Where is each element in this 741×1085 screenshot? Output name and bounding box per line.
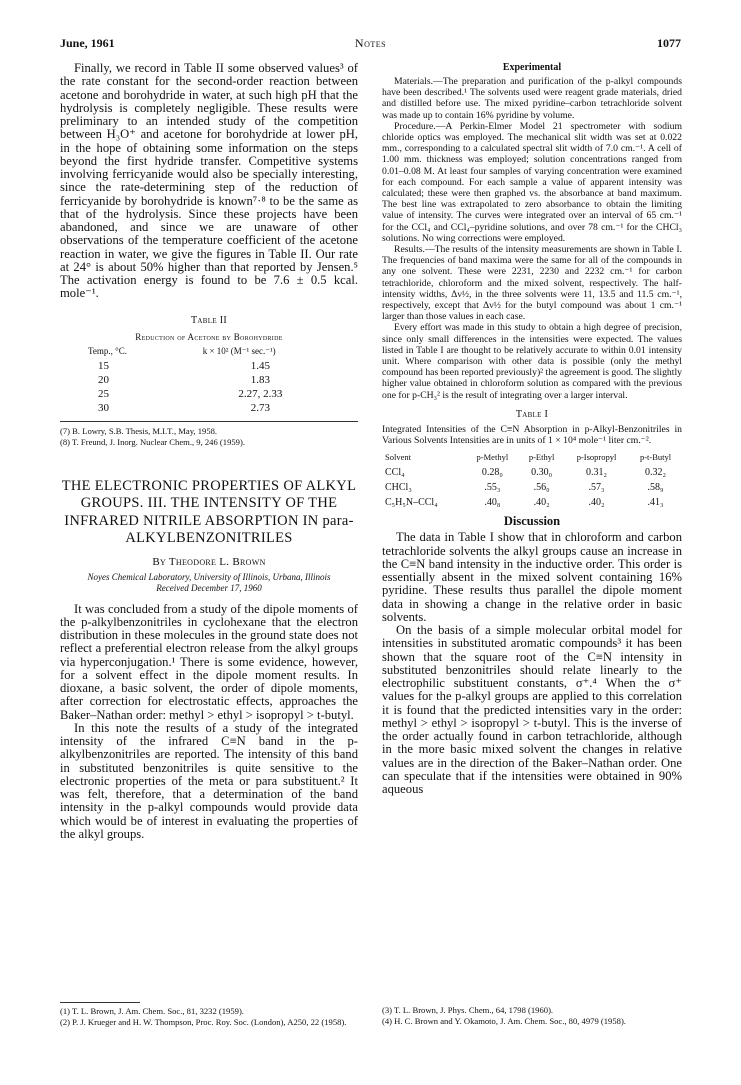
table1-header-tbutyl: p-t-Butyl [639,452,672,463]
article-title: THE ELECTRONIC PROPERTIES OF ALKYL GROUPS. III. THE INTENSITY OF THE INFRARED NITRILE ABSORPTION IN para-ALKYLBENZONITRILES [61,477,357,546]
table2 [84,346,314,415]
footnote-8: (8) T. Freund, J. Inorg. Nuclear Chem., 9, 246 (1959). [60,436,245,447]
table2-header-temp: Temp., °C. [88,346,127,356]
body-paragraph-1: It was concluded from a study of the dipole moments of the p-alkylbenzonitriles in cyclohexane that the electron distribution in these molecules in the ground state does not reflect a preferential electron release from the alkyl groups via hyperconjugation.¹ There is some evidence, however, for a solvent effect in the dipole moment results. In dioxane, a basic solvent, the order of dipole moments, after correction for electrostatic effects, approaches the Baker–Nathan order: methyl > ethyl > isopropyl > t-butyl. [60,601,358,722]
table-row: C₅H₅N–CCl₄ .40₈ .40₂ .40₂ .41₃ [385,497,664,509]
footnote-2: (2) P. J. Krueger and H. W. Thompson, Proc. Roy. Soc. (London), A250, 22 (1958). [60,1017,347,1027]
procedure-paragraph: Procedure.—A Perkin-Elmer Model 21 spectrometer with sodium chloride optics was employed. The mechanical slit width was set at 0.022 mm., corresponding to a calculated spectral slit width of 7.0 cm.⁻¹. A cell of 1.00 mm. thickness was employed; solution concentrations ranged from 0.01–0.08 M. At least four samples of varying concentration were examined for each compound. For each sample a value of apparent intensity was calculated; these were then graphed vs. the absorbance at band maximum. The best line was extrapolated to zero absorbance to obtain the limiting value of intensity. The curves were integrated over an interval of 65 cm.⁻¹ for the CCl₄ and CCl₄–pyridine solutions, and over 78 cm.⁻¹ for the CHCl₃ solutions. No wing corrections were employed. [382,120,682,244]
footnote-7: (7) B. Lowry, S.B. Thesis, M.I.T., May, 1958. [60,425,218,436]
table1-header-ethyl: p-Ethyl [528,452,555,463]
header-section: Notes [354,36,387,50]
footnote-1: (1) T. L. Brown, J. Am. Chem. Soc., 81, 3232 (1959). [60,1006,244,1016]
footnote-3: (3) T. L. Brown, J. Phys. Chem., 64, 1798 (1960). [382,1005,554,1015]
table2-label: Table II [191,314,227,326]
table2-header-k: k × 10² (M⁻¹ sec.⁻¹) [202,345,276,356]
byline: By Theodore L. Brown [152,555,266,568]
body-paragraph-2: In this note the results of a study of the integrated intensity of the infrared C≡N band in the p-alkylbenzonitriles are reported. The intensity of this band in substituted benzonitriles is quite sensitive to the electronic properties of the meta or para substituent.² It was felt, therefore, that a determination of the band intensity in the p-alkyl compounds would provide data which would be of interest in evaluating the properties of the alkyl groups. [60,720,358,841]
materials-paragraph: Materials.—The preparation and purification of the p-alkyl compounds have been described.¹ The solvents used were reagent grade materials, dried and distilled before use. The mixed pyridine–carbon tetrachloride solvent was made up to contain 16% pyridine by volume. [382,76,682,121]
footnotes-left [60,1002,358,1028]
footnote-4: (4) H. C. Brown and Y. Okamoto, J. Am. Chem. Soc., 80, 4979 (1958). [382,1016,626,1026]
header-date: June, 1961 [60,36,115,50]
received-date: Received December 17, 1960 [156,582,262,593]
intro-paragraph: Finally, we record in Table II some observed values³ of the rate constant for the second-order reaction between acetone and borohydride in water, at such high pH that the hydrolysis is completely negligible. These results were preliminary to an intended study of the competition between H₃O⁺ and acetone for borohydride at lower pH, in the hope of obtaining some information on the steps beyond the first hydride transfer. Competitive systems involving ferricyanide would also be specially interesting, since the rate-determining step of the reduction of ferricyanide by borohydride is known⁷·⁸ to be the same as that of the hydrolysis. Since these projects have been abandoned, and since we are unaware of other observations of the temperature coefficient of the acetone reaction in water, we give the figures in Table II. Our rate at 24° is about 50% higher than that reported by Jensen.⁵ The activation energy is found to be 7.6 ± 0.5 kcal. mole⁻¹. [60,61,358,301]
table2-caption: Reduction of Acetone by Borohydride [135,331,283,342]
effort-paragraph: Every effort was made in this study to obtain a high degree of precision, since only small differences in the intensities were expected. The values listed in Table I are thought to be relatively accurate to within 0.01 intensity unit. Where comparison with other data is possible (only the methyl compound has been reported previously)² the agreement is good. The slightly higher value obtained in chloroform solution as compared with the previous one for p-CH₃² is the result of integrating over a larger interval. [382,322,683,401]
table-row: 15 1.45 [98,359,270,372]
table1 [382,452,682,510]
table1-header-isopropyl: p-Isopropyl [576,452,617,463]
left-column [60,62,358,841]
discussion-paragraph-2: On the basis of a simple molecular orbital model for intensities in substituted aromatic compounds³ it has been shown that the square root of the C≡N intensity in substituted benzonitriles should relate linearly to the electrophilic substituent constants, σ⁺.⁴ When the σ⁺ values for the p-alkyl groups are applied to this correlation it is found that the predicted intensities vary in the order: methyl > ethyl > isopropyl > t-butyl. This is the inverse of the order actually found in carbon tetrachloride, although in the more basic mixed solvent the changes in relative values are in the direction of the Baker–Nathan order. One can speculate that if the intensities were obtained in 90% aqueous [382,623,682,797]
results-paragraph: Results.—The results of the intensity measurements are shown in Table I. The frequencies of band maxima were the same for all of the compounds in any one solvent. These were 2231, 2230 and 2232 cm.⁻¹ for carbon tetrachloride, chloroform and the mixed solvent, respectively. The half-intensity widths, Δν½, in the three solvents were 11, 13.5 and 11.5 cm.⁻¹, respectively, except that Δν½ for the butyl compound was about 1 cm.⁻¹ larger than those values in each case. [382,244,682,323]
footnote-divider [60,1002,140,1003]
discussion-heading: Discussion [503,514,561,529]
right-column [382,62,682,796]
footnotes-right [382,1002,682,1027]
table-row: CHCl₃ .55₃ .56₀ .57₃ .58₉ [385,482,664,494]
experimental-heading: Experimental [502,62,562,73]
table-row: 30 2.73 [98,401,270,414]
table1-label: Table I [515,408,549,420]
table-row: CCl₄ 0.28₀ 0.30₀ 0.31₂ 0.32₂ [385,467,667,479]
table1-caption: Integrated Intensities of the C≡N Absorption in p-Alkyl-Benzonitriles in Various Solvents Intensities are in units of 1 × 10⁴ mole⁻¹ liter cm.⁻². [382,423,682,447]
divider [60,421,358,422]
header-page-number: 1077 [657,36,681,50]
table1-header-solvent: Solvent [385,452,411,463]
table1-header-methyl: p-Methyl [476,452,509,463]
affiliation: Noyes Chemical Laboratory, University of Illinois, Urbana, Illinois [87,571,331,582]
table-row: 20 1.83 [98,373,270,386]
table-row: 25 2.27, 2.33 [98,387,283,400]
discussion-paragraph-1: The data in Table I show that in chloroform and carbon tetrachloride solvents the alkyl groups cause an increase in the C≡N band intensity in the inductive order. This order is essentially absent in the mixed solvent containing 16% pyridine. These results thus parallel the dipole moment data in showing a change in the relative order in basic solvents. [382,530,682,624]
